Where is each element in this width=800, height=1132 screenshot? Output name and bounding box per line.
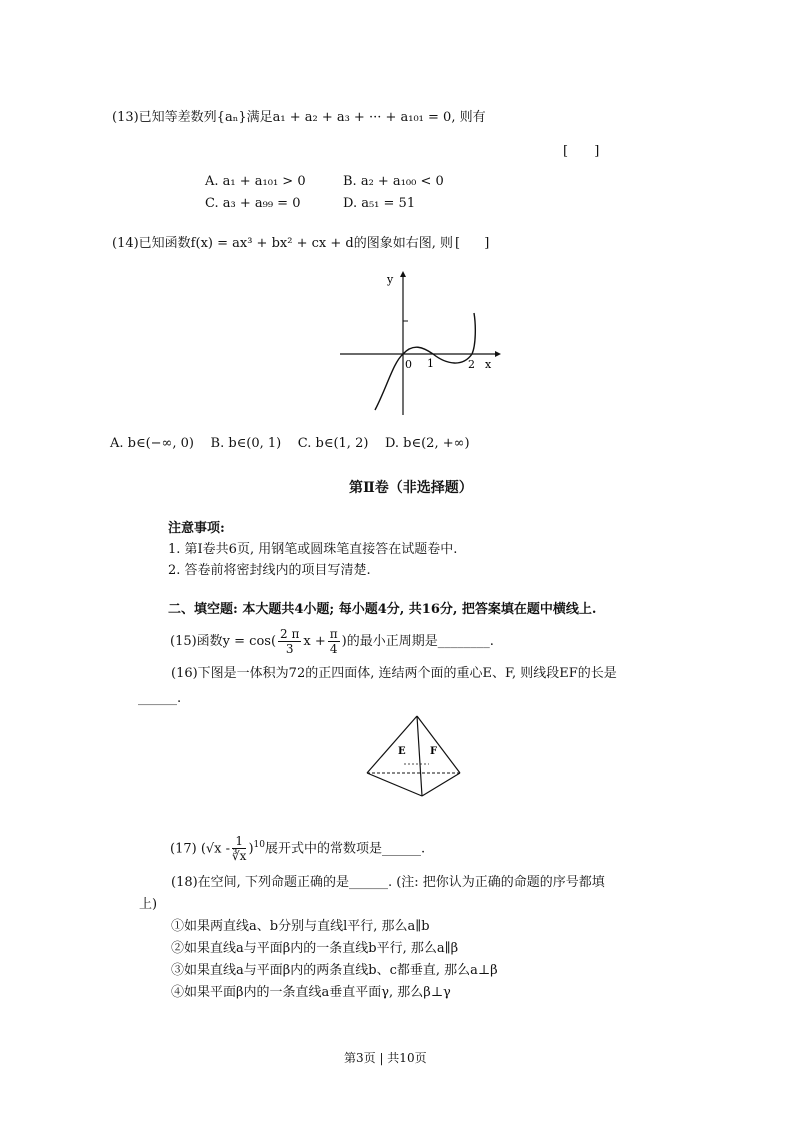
q15-fraction-2 <box>328 627 340 656</box>
edge-bottom-right <box>422 773 460 796</box>
x-label: x <box>485 358 492 371</box>
page-footer: 第3页 | 共10页 <box>344 1051 427 1065</box>
q13-stem: (13)已知等差数列{aₙ}满足a₁ + a₂ + a₃ + ··· + a₁₀₁ = 0, 则有 <box>112 110 486 125</box>
q14-answer-bracket[interactable]: [ ] <box>455 236 490 251</box>
y-axis-arrow <box>400 271 406 277</box>
q16-line-1: (16)下图是一体积为72的正四面体, 连结两个面的重心E、F, 则线段EF的长是 <box>171 666 617 681</box>
y-label: y <box>387 273 394 286</box>
edge-bottom-left <box>367 773 422 796</box>
q13-option-c: C. a₃ + a₉₉ = 0 <box>205 196 301 211</box>
notes-heading: 注意事项: <box>168 521 225 536</box>
q13-option-d: D. a₅₁ = 51 <box>343 196 416 211</box>
tick-2-label: 2 <box>468 358 475 371</box>
notes-item-2: 2. 答卷前将密封线内的项目写清楚. <box>168 563 371 578</box>
q18-item-4: ④如果平面β内的一条直线a垂直平面γ, 那么β⊥γ <box>171 985 451 1000</box>
tetrahedron-figure <box>362 712 466 802</box>
q17-frac-den: ∛x <box>232 849 247 864</box>
q15-prefix: (15)函数y = cos( <box>170 634 277 649</box>
q18-item-2: ②如果直线a与平面β内的一条直线b平行, 那么a∥β <box>171 941 459 956</box>
q17-frac-num: 1 <box>232 834 246 849</box>
point-e-label: E <box>398 746 406 757</box>
section-2-title: 第Ⅱ卷（非选择题） <box>349 480 473 496</box>
q15-line <box>170 626 494 658</box>
q15-frac1-num: 2 π <box>280 627 300 641</box>
edge-front <box>417 716 422 796</box>
cubic-function-graph <box>335 265 505 420</box>
q17-suffix: 展开式中的常数项是______. <box>264 841 426 857</box>
point-f-label: F <box>430 746 438 757</box>
q18-item-3: ③如果直线a与平面β内的两条直线b、c都垂直, 那么a⊥β <box>171 963 498 978</box>
edge-right <box>417 716 460 773</box>
q17-fraction <box>232 834 246 863</box>
q15-fraction-1 <box>278 627 301 656</box>
q18-line-2: 上) <box>139 897 158 912</box>
q13-answer-bracket[interactable]: [ ] <box>563 144 600 159</box>
origin-label: 0 <box>405 358 412 371</box>
q13-option-b: B. a₂ + a₁₀₀ < 0 <box>343 174 444 189</box>
q17-line: (17) (√x - $\frac{1}{∛x}$ )$^{10}$展开式中的常数项是______. <box>170 834 426 864</box>
q14-options: A. b∈(−∞, 0) B. b∈(0, 1) C. b∈(1, 2) D. b∈(2, +∞) <box>110 436 470 451</box>
fill-in-heading: 二、填空题: 本大题共4小题; 每小题4分, 共16分, 把答案填在题中横线上. <box>168 602 597 617</box>
q17-exponent: 10 <box>253 840 265 850</box>
q15-suffix: )的最小正周期是________. <box>341 634 494 649</box>
q16-line-2: ______. <box>138 691 182 706</box>
q14-stem: (14)已知函数f(x) = ax³ + bx² + cx + d的图象如右图, 则 <box>112 236 453 251</box>
q15-frac2-den: 4 <box>329 642 338 656</box>
edge-left <box>367 716 417 773</box>
tick-1-label: 1 <box>427 357 434 370</box>
q15-frac2-num: π <box>329 627 338 641</box>
q15-mid: x + <box>303 634 326 649</box>
notes-item-1: 1. 第Ⅰ卷共6页, 用钢笔或圆珠笔直接答在试题卷中. <box>168 542 458 557</box>
q18-item-1: ①如果两直线a、b分别与直线l平行, 那么a∥b <box>171 919 430 934</box>
function-curve <box>375 313 475 410</box>
q18-line-1: (18)在空间, 下列命题正确的是______. (注: 把你认为正确的命题的序号都填 <box>171 875 605 890</box>
x-axis-arrow <box>495 351 501 357</box>
q15-frac1-den: 3 <box>285 642 294 656</box>
q17-prefix: (17) (√x - <box>170 841 231 857</box>
q13-option-a: A. a₁ + a₁₀₁ > 0 <box>205 174 306 189</box>
